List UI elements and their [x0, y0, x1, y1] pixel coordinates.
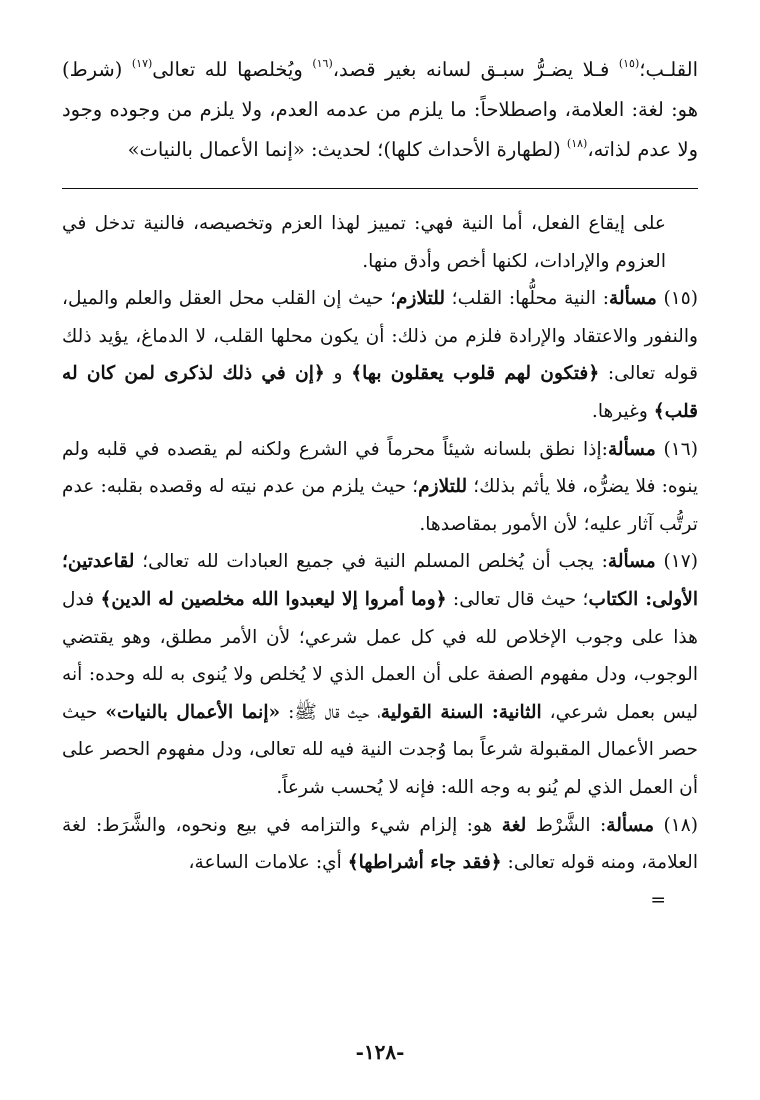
footnotes [62, 205, 698, 919]
footnote-text: : النية محلُّها: القلب؛ [445, 288, 609, 310]
issue-label: مسألة [606, 814, 655, 836]
footnote-text: ؛ حيث قال تعالى: [446, 588, 589, 610]
footnote-text: ؛ حيث يلزم من عدم نيته له وقصده بقلبه: عدم ترتُّب آثار عليه؛ لأن الأمور بمقاصدها. [62, 476, 698, 535]
footnote-15 [62, 280, 698, 430]
footnote-ref-17: (١٧) [131, 57, 153, 70]
quran-quote: ﴿وما أمروا إلا ليعبدوا الله مخلصين له الدين﴾ [100, 588, 447, 610]
issue-label: مسألة [607, 551, 656, 573]
issue-label: مسألة [607, 438, 656, 460]
main-text-segment: ويُخلصها لله تعالى [152, 58, 313, 81]
main-text-segment: القلـب؛ [639, 58, 698, 81]
footnote-text: وغيرها. [591, 400, 654, 422]
quran-quote: ﴿فقد جاء أشراطها﴾ [347, 852, 502, 874]
footnote-text: : الشَّرْط [526, 814, 607, 836]
footnote-separator [62, 188, 698, 189]
footnote-number: (١٦) [663, 438, 698, 460]
footnote-number: (١٧) [663, 551, 698, 573]
quran-quote: ﴿فتكون لهم قلوب يعقلون بها﴾ [351, 363, 600, 385]
main-text [62, 50, 698, 170]
rule-reason: الثانية: السنة القولية [380, 701, 542, 723]
main-text-segment: (لطهارة الأحداث كلها)؛ لحديث: «إنما الأعمال بالنيات» [127, 138, 567, 161]
page-number: -١٢٨- [355, 1040, 405, 1064]
main-text-segment: فـلا يضـرُّ سبـق لسانه بغير قصد، [332, 58, 619, 81]
footnote-text: حيث حصر الأعمال المقبولة شرعاً بما وُجدت النية فيه لله تعالى، ودل مفهوم الحصر على أن العمل الذي لم يُنو به وجه الله: فإنه لا يُحسب شرعاً. [62, 701, 698, 798]
footnote-text: :إذا نطق بلسانه شيئاً محرماً في الشرع ولكنه لم يقصده في قلبه ولم ينوه: فلا يضرُّه، فلا يأثم بذلك؛ [62, 438, 698, 498]
continuation-mark: = [650, 889, 666, 911]
footnote-number: (١٨) [663, 814, 699, 836]
footnote-text: و [324, 363, 352, 385]
document-page [62, 50, 698, 919]
footnote-text: : يجب أن يُخلص المسلم النية في جميع العبادات لله تعالى؛ [134, 551, 608, 573]
issue-label: مسألة [609, 288, 657, 310]
footnote-ref-15: (١٥) [618, 57, 640, 70]
footnote-ref-18: (١٨) [566, 137, 588, 150]
main-text-segment: (شرط) هو: لغة: العلامة، واصطلاحاً: ما يلزم من عدمه العدم، ولا يلزم من وجوده وجود ولا عدم لذاته، [62, 58, 698, 161]
rule-reason: لقاعدتين؛ الأولى: الكتاب [62, 551, 698, 610]
footnote-number: (١٥) [663, 288, 698, 310]
hadith-quote: «إنما الأعمال بالنيات» [105, 701, 281, 723]
footnote-text: فدل هذا على وجوب الإخلاص لله في كل عمل شرعي؛ لأن الأمر مطلق، وهو يقتضي الوجوب، ودل مفهوم الصفة على أن العمل الذي لا يُخلص ولا يُنوى به لله وحده: أنه ليس بعمل شرعي، [62, 588, 698, 723]
rule-reason: للتلازم [418, 476, 468, 498]
footnote-17 [62, 543, 698, 806]
footnote-text: ، حيث قال ﷺ: [280, 701, 381, 723]
rule-reason: للتلازم [396, 288, 446, 310]
footnote-text: ؛ حيث إن القلب محل العقل والعلم والميل، والنفور والاعتقاد والإرادة فلزم من ذلك: أن يكون محلها القلب، لا الدماغ، يؤيد ذلك قوله تعالى: [62, 288, 698, 385]
footnote-text: أي: علامات الساعة، [188, 852, 348, 874]
footnote-ref-16: (١٦) [312, 57, 333, 70]
footnote-16 [62, 431, 698, 544]
footnote-text: هو: إلزام شيء والتزامه في بيع ونحوه، والشَّرَط: لغة العلامة، ومنه قوله تعالى: [62, 814, 698, 874]
main-paragraph [62, 50, 698, 170]
footnote-18 [62, 807, 698, 882]
rule-reason: لغة [501, 814, 527, 836]
quran-quote: ﴿إن في ذلك لذكرى لمن كان له قلب﴾ [62, 363, 698, 422]
footnote-14-continuation: على إيقاع الفعل، أما النية فهي: تمييز لهذا العزم وتخصيصه، فالنية تدخل في العزوم والإرادات، لكنها أخص وأدق منها. [62, 213, 666, 272]
